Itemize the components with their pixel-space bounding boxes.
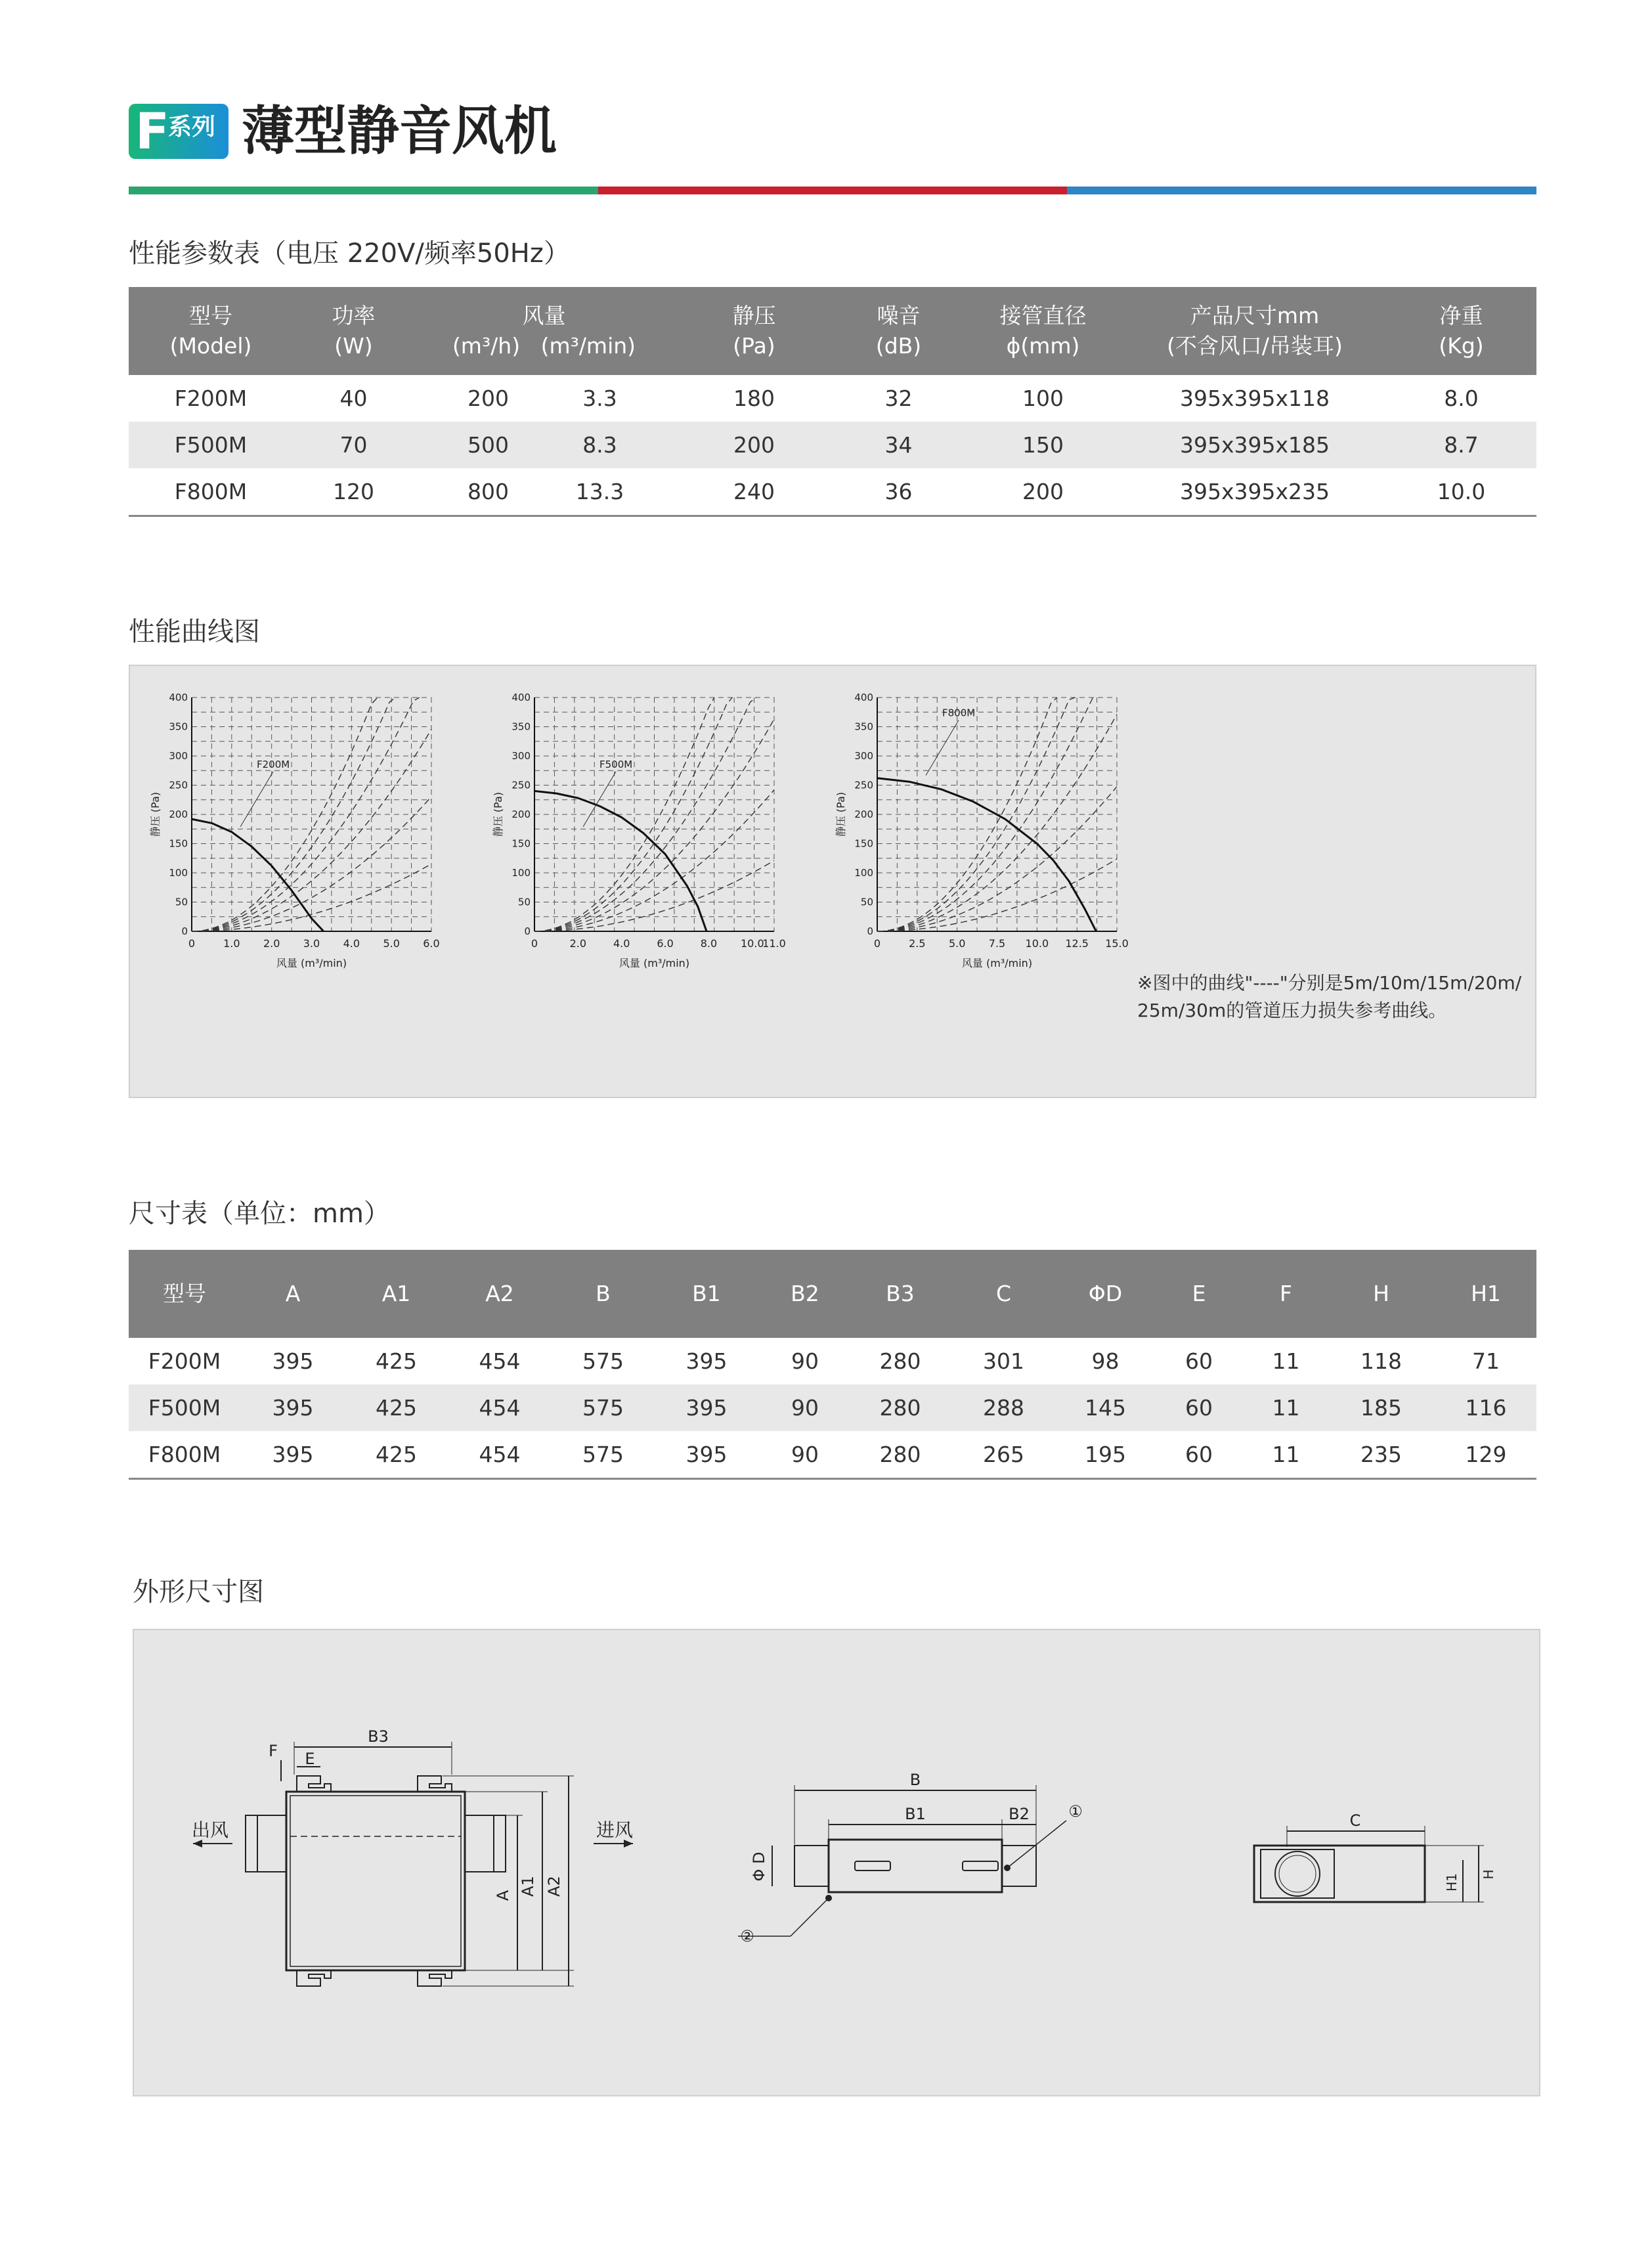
label-phid: Φ D [750,1851,768,1882]
x-tick-label: 5.0 [383,937,400,950]
outline-drawing [134,1630,1539,2095]
label-h1: H1 [1444,1873,1460,1892]
header-bar-red [598,187,1067,194]
label-b: B [909,1771,921,1789]
dimension-header-cell: H [1327,1250,1435,1338]
size-cell: 395x395x185 [1123,422,1386,468]
dimension-cell: 395 [685,1348,728,1374]
x-tick-label: 2.0 [263,937,280,950]
y-tick-label: 100 [169,867,188,879]
label-b1: B1 [905,1805,926,1823]
y-tick-label: 400 [169,692,188,703]
duct-cell: 100 [1022,386,1064,411]
y-tick-label: 300 [854,750,873,762]
x-tick-label: 4.0 [343,937,360,950]
header-cell [674,287,835,375]
x-tick-label: 0 [188,937,196,950]
series-badge [129,104,228,159]
table-row [129,1431,1536,1479]
series-label: F800M [942,707,976,719]
airflow-cell [414,375,674,422]
power-cell: 70 [293,422,414,468]
dimension-cell: 395 [654,1431,759,1479]
model-cell: F800M [129,468,293,516]
airflow-cell [414,422,674,468]
x-tick-label: 5.0 [948,937,966,950]
dimension-cell: 118 [1360,1348,1402,1374]
inlet-port [465,1815,506,1872]
dimension-cell: 288 [949,1384,1058,1431]
x-axis-label: 风量 (m³/min) [619,957,690,969]
header-cell [835,287,963,375]
dimension-header-cell: A [240,1250,345,1338]
dimension-cell: 90 [759,1431,851,1479]
dimension-cell: 395 [240,1384,345,1431]
performance-header-row [129,287,1536,375]
header-sub: (m³/h) (m³/min) [452,333,636,359]
airflow-m3min: 3.3 [582,386,617,411]
y-tick-label: 200 [169,808,188,820]
airflow-m3h: 200 [467,386,509,411]
airflow-m3h: 800 [467,479,509,504]
header-cell [293,287,414,375]
dimension-header-cell: C [949,1250,1058,1338]
dimension-header-cell: A1 [345,1250,447,1338]
series-label-leader [926,720,959,775]
x-tick-label: 10.0 [1025,937,1049,950]
dimension-cell: 454 [447,1431,552,1479]
mounting-ear [418,1776,452,1792]
dimension-cell: 395 [272,1348,314,1374]
dimension-cell: 265 [949,1431,1058,1479]
model-cell: F200M [174,386,248,411]
y-tick-label: 0 [524,925,531,937]
badge-letter: F [135,102,169,160]
dimension-cell: 71 [1472,1348,1500,1374]
table-row [129,375,1536,422]
label-a1: A1 [519,1876,537,1897]
header-main: 噪音 [877,303,921,328]
y-axis-label: 静压 (Pa) [149,791,162,837]
series-label-leader [240,772,273,827]
label-b2: B2 [1009,1805,1030,1823]
x-tick-label: 7.5 [988,937,1006,950]
label-a: A [494,1890,512,1901]
dimension-header-cell: ΦD [1058,1250,1153,1338]
dimension-cell: 11 [1272,1348,1300,1374]
header-cell [414,287,674,375]
x-tick-label: 10.0 [741,937,764,950]
header-sub: (不含风口/吊装耳) [1167,333,1343,359]
dimension-header-cell: 型号 [129,1250,240,1338]
duct-cell: 200 [963,468,1123,516]
outlet-port [246,1815,286,1872]
y-tick-label: 100 [511,867,531,879]
header-bar-blue [1067,187,1536,194]
dimension-cell: 145 [1058,1384,1153,1431]
y-axis-label: 静压 (Pa) [835,791,847,837]
label-mark1: ① [1068,1802,1083,1821]
dimension-header-cell: H1 [1435,1250,1536,1338]
y-tick-label: 300 [169,750,188,762]
label-h: H [1481,1869,1496,1880]
header-main: 功率 [332,303,376,328]
dimension-cell: 98 [1091,1348,1119,1374]
y-tick-label: 250 [854,779,873,791]
noise-cell: 34 [835,422,963,468]
pressure-cell: 240 [674,468,835,516]
size-cell: 395x395x235 [1123,468,1386,516]
dimension-cell: 280 [851,1384,949,1431]
series-label-leader [583,772,616,827]
y-tick-label: 250 [169,779,188,791]
x-tick-label: 3.0 [303,937,320,950]
table-row [129,1384,1536,1431]
header-sub: (Kg) [1439,333,1484,359]
duct-cell: 150 [963,422,1123,468]
y-tick-label: 0 [867,925,873,937]
power-cell: 40 [339,386,368,411]
airflow-cell [414,468,674,516]
dimensions-section-title: 尺寸表（单位：mm） [129,1199,390,1229]
dimension-cell: 235 [1327,1431,1435,1479]
header-main: 净重 [1439,303,1483,328]
dimension-header-cell: B1 [654,1250,759,1338]
dimension-cell: 575 [552,1431,654,1479]
curves-note [1137,969,1521,1025]
dimension-cell: F800M [129,1431,240,1479]
y-axis-label: 静压 (Pa) [492,791,504,837]
x-axis-label: 风量 (m³/min) [276,957,347,969]
dimension-cell: 425 [376,1348,417,1374]
y-tick-label: 50 [175,896,188,908]
y-tick-label: 150 [854,837,873,850]
x-tick-label: 2.0 [569,937,587,950]
airflow-m3h: 500 [467,432,509,458]
label-mark2: ② [740,1927,754,1945]
dimension-cell: 280 [851,1431,949,1479]
dimensions-table [129,1250,1536,1480]
dimension-header-cell: E [1153,1250,1245,1338]
x-tick-label: 0 [531,937,538,950]
series-label: F200M [256,758,290,770]
dimension-header-cell: B2 [759,1250,851,1338]
header-sub: ϕ(mm) [1006,333,1080,359]
label-outlet: 出风 [191,1819,229,1841]
dimension-cell: 195 [1058,1431,1153,1479]
dimension-cell: 280 [879,1348,921,1374]
power-cell: 120 [293,468,414,516]
dimension-cell: 60 [1185,1348,1213,1374]
x-tick-label: 11.0 [762,937,786,950]
pressure-cell: 200 [674,422,835,468]
curves-note-line2: 25m/30m的管道压力损失参考曲线。 [1137,1000,1447,1021]
mounting-ear [418,1970,452,1986]
x-tick-label: 0 [873,937,881,950]
header-sub: (Pa) [733,333,775,359]
airflow-m3min: 8.3 [582,432,617,458]
dimension-header-cell: F [1245,1250,1327,1338]
weight-cell: 8.0 [1444,386,1479,411]
dimension-cell: 425 [345,1384,447,1431]
label-b3: B3 [368,1727,389,1746]
dimension-cell: F500M [129,1384,240,1431]
curves-section-title: 性能曲线图 [129,617,260,647]
noise-cell: 36 [835,468,963,516]
x-tick-label: 15.0 [1105,937,1129,950]
dimension-cell: 11 [1245,1384,1327,1431]
reference-curve-30m [534,697,714,931]
model-cell: F500M [129,422,293,468]
dimension-cell: F200M [148,1348,221,1374]
y-tick-label: 250 [511,779,531,791]
header-bar-green [129,187,598,194]
header-main: 产品尺寸mm [1190,303,1320,328]
header-sub: (dB) [875,333,922,359]
badge-series: 系列 [168,114,216,141]
header-main: 风量 [522,303,566,328]
performance-section-title: 性能参数表（电压 220V/频率50Hz） [129,238,570,269]
curves-panel [129,665,1536,1098]
y-tick-label: 400 [511,692,531,703]
y-tick-label: 200 [511,808,531,820]
outline-section-title: 外形尺寸图 [133,1577,264,1607]
outline-panel [133,1629,1540,2096]
dimension-cell: 301 [983,1348,1024,1374]
y-tick-label: 350 [511,720,531,733]
performance-charts [130,666,1535,1097]
dimension-cell: 575 [582,1348,624,1374]
table-row [129,468,1536,516]
curves-note-line1: ※图中的曲线"----"分别是5m/10m/15m/20m/ [1137,972,1522,994]
y-tick-label: 350 [169,720,188,733]
x-tick-label: 12.5 [1065,937,1089,950]
y-tick-label: 200 [854,808,873,820]
dimension-cell: 425 [345,1431,447,1479]
y-tick-label: 0 [181,925,188,937]
dimension-cell: 60 [1153,1384,1245,1431]
header-cell [1386,287,1536,375]
y-tick-label: 150 [169,837,188,850]
header-cell [1123,287,1386,375]
dimension-cell: 454 [447,1384,552,1431]
x-tick-label: 6.0 [657,937,674,950]
x-tick-label: 4.0 [613,937,630,950]
dimension-cell: 90 [759,1384,851,1431]
side-outlet-port [794,1846,829,1886]
dimension-cell: 11 [1245,1431,1327,1479]
dimension-cell: 395 [654,1384,759,1431]
label-inlet: 进风 [596,1819,634,1841]
performance-curve [534,791,706,931]
dimension-cell: 60 [1153,1431,1245,1479]
y-tick-label: 100 [854,867,873,879]
performance-table [129,287,1536,517]
size-cell: 395x395x118 [1179,386,1330,411]
header-sub: (Model) [169,333,252,359]
y-tick-label: 150 [511,837,531,850]
dimension-cell: 129 [1435,1431,1536,1479]
table-row [129,1338,1536,1384]
y-tick-label: 50 [860,896,873,908]
dimension-header-cell: A2 [447,1250,552,1338]
x-tick-label: 2.5 [909,937,926,950]
dimension-cell: 116 [1435,1384,1536,1431]
pressure-cell: 180 [733,386,775,411]
table-row [129,422,1536,468]
y-tick-label: 350 [854,720,873,733]
fan-body-top-view [286,1792,465,1970]
noise-cell: 32 [884,386,913,411]
label-a2: A2 [545,1876,563,1897]
dimension-cell: 395 [240,1431,345,1479]
y-tick-label: 300 [511,750,531,762]
header-cell [963,287,1123,375]
y-tick-label: 400 [854,692,873,703]
dimension-cell: 454 [479,1348,521,1374]
label-e: E [305,1750,315,1768]
reference-curve-15m [534,719,774,931]
dimension-cell: 575 [552,1384,654,1431]
dimension-header-cell: B [552,1250,654,1338]
dimension-cell: 185 [1327,1384,1435,1431]
header-main: 接管直径 [999,303,1087,328]
duct-opening [1275,1851,1320,1896]
label-c: C [1349,1811,1361,1830]
mounting-ear [297,1776,331,1792]
dimensions-header-row [129,1250,1536,1338]
mounting-ear [297,1970,331,1986]
weight-cell: 10.0 [1386,468,1536,516]
header-main: 型号 [189,303,232,328]
airflow-m3min: 13.3 [575,479,624,504]
fan-body-front-view [1254,1846,1425,1902]
page-title: 薄型静音风机 [242,100,557,162]
x-axis-label: 风量 (m³/min) [961,957,1033,969]
x-tick-label: 8.0 [700,937,718,950]
label-f: F [269,1742,278,1760]
x-tick-label: 1.0 [223,937,240,950]
dimension-header-cell: B3 [851,1250,949,1338]
y-tick-label: 50 [517,896,531,908]
header-sub: (W) [334,333,373,359]
header-cell [129,287,293,375]
dimension-cell: 90 [791,1348,819,1374]
series-label: F500M [599,758,633,770]
header-main: 静压 [732,303,776,328]
x-tick-label: 6.0 [423,937,440,950]
weight-cell: 8.7 [1386,422,1536,468]
